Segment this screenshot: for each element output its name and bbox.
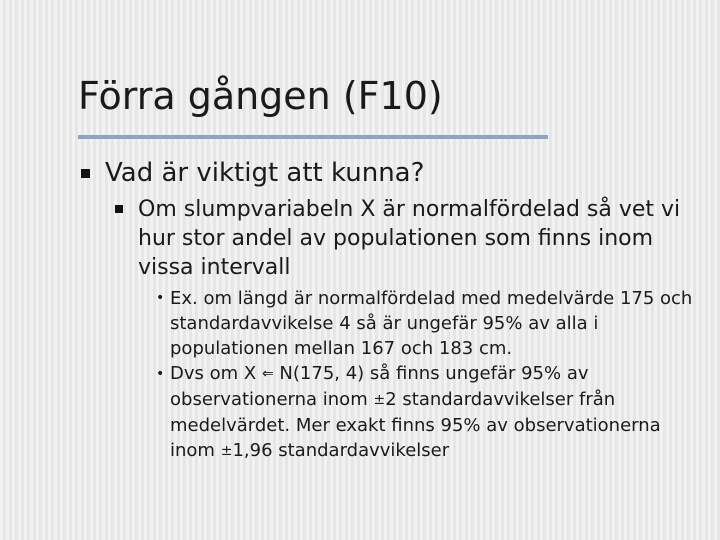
bullet-level3-example: Ex. om längd är normalfördelad med medelvärde 175 och standardavvikelse 4 så är ungefär 95% av alla i populationen mellan 167 och 183 cm. <box>170 288 693 359</box>
text-span: Dvs om X <box>170 363 257 384</box>
title-underline <box>78 135 548 139</box>
dot-bullet-icon: • <box>156 290 165 306</box>
bullet-level3-list <box>170 286 710 464</box>
dot-bullet-icon: • <box>156 366 165 382</box>
bullet-level2: Om slumpvariabeln X är normalfördelad så vet vi hur stor andel av populationen som finns inom vissa intervall <box>138 197 681 280</box>
bullet-level1: Vad är viktigt att kunna? <box>105 158 425 188</box>
text-span: 2 standardavvikelser från medelvärdet. Mer exakt finns 95% av observationerna inom <box>170 389 661 461</box>
square-bullet-icon <box>81 169 90 178</box>
text-span: N(175, 4) så finns ungefär 95% av observationerna inom <box>170 363 589 410</box>
square-bullet-icon <box>115 205 123 213</box>
text-span: 1,96 standardavvikelser <box>232 440 450 461</box>
distribution-symbol-icon: ⇐ <box>261 366 274 382</box>
plus-minus-symbol-icon: ± <box>220 443 233 459</box>
bullet-level3-conclusion <box>170 361 710 464</box>
slide-title: Förra gången (F10) <box>78 74 443 118</box>
plus-minus-symbol-icon: ± <box>373 392 386 408</box>
